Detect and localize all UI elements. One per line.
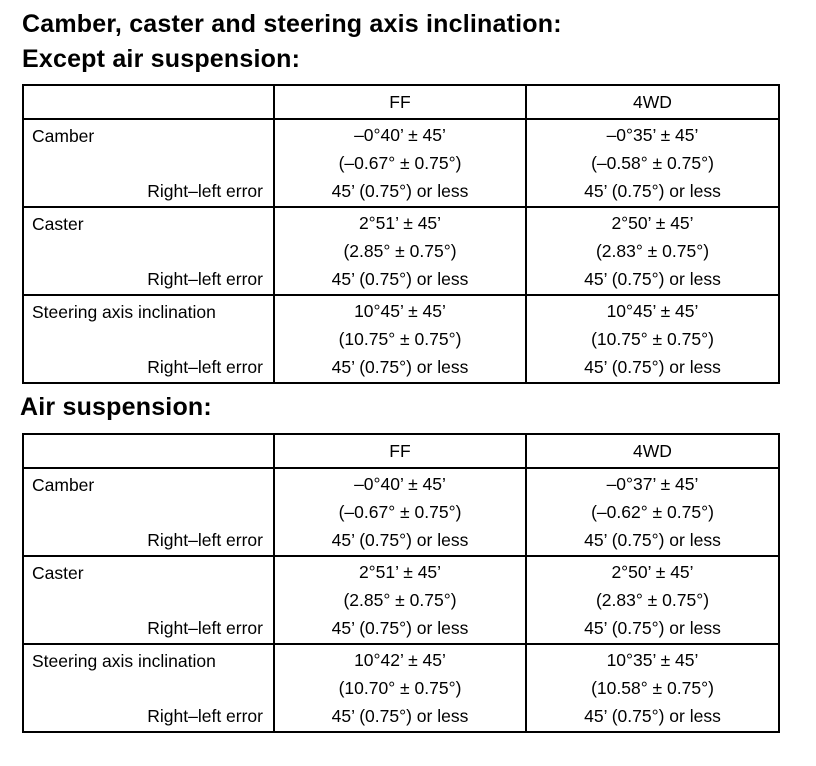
- right-left-error-value: 45’ (0.75°) or less: [331, 618, 469, 638]
- table-row-steering-axis-inclination: [23, 644, 779, 732]
- table-header-row: [23, 434, 779, 468]
- spec-value: 10°45’ ± 45’: [606, 301, 699, 321]
- table-row-caster: [23, 556, 779, 644]
- spec-value: 10°35’ ± 45’: [606, 650, 699, 670]
- 4wd-value-cell: [526, 295, 779, 383]
- document-title: Camber, caster and steering axis inclination:: [22, 10, 562, 38]
- parameter-name: Caster: [32, 214, 84, 234]
- right-left-error-value: 45’ (0.75°) or less: [331, 269, 469, 289]
- ff-value-cell: [274, 207, 526, 295]
- right-left-error-value: 45’ (0.75°) or less: [584, 357, 721, 377]
- table-row-camber: [23, 468, 779, 556]
- right-left-error-label: Right–left error: [147, 706, 263, 726]
- 4wd-value-cell: [526, 207, 779, 295]
- spec-value-decimal: (10.75° ± 0.75°): [591, 329, 714, 349]
- right-left-error-label: Right–left error: [147, 181, 263, 201]
- row-label-cell: [23, 207, 274, 295]
- row-label-cell: [23, 119, 274, 207]
- column-header-blank: [23, 434, 274, 468]
- spec-value: –0°37’ ± 45’: [606, 474, 699, 494]
- column-header-blank: [23, 85, 274, 119]
- spec-value: 2°51’ ± 45’: [358, 213, 442, 233]
- spec-value-decimal: (2.85° ± 0.75°): [343, 241, 457, 261]
- spec-value: 2°50’ ± 45’: [611, 213, 694, 233]
- section-heading-except-air-suspension: Except air suspension:: [22, 45, 301, 73]
- right-left-error-value: 45’ (0.75°) or less: [331, 181, 469, 201]
- spec-value-decimal: (–0.58° ± 0.75°): [591, 153, 714, 173]
- spec-value-decimal: (–0.67° ± 0.75°): [338, 153, 462, 173]
- spec-value-decimal: (–0.62° ± 0.75°): [591, 502, 714, 522]
- parameter-name: Caster: [32, 563, 84, 583]
- column-header-4wd: 4WD: [526, 434, 779, 468]
- 4wd-value-cell: [526, 468, 779, 556]
- row-label-cell: [23, 644, 274, 732]
- ff-value-cell: [274, 644, 526, 732]
- 4wd-value-cell: [526, 644, 779, 732]
- section-heading-air-suspension: Air suspension:: [20, 393, 212, 421]
- ff-value-cell: [274, 468, 526, 556]
- right-left-error-value: 45’ (0.75°) or less: [331, 357, 469, 377]
- spec-value-decimal: (–0.67° ± 0.75°): [338, 502, 462, 522]
- ff-value-cell: [274, 556, 526, 644]
- spec-value: –0°35’ ± 45’: [606, 125, 699, 145]
- 4wd-value-cell: [526, 556, 779, 644]
- table-header-row: [23, 85, 779, 119]
- right-left-error-label: Right–left error: [147, 530, 263, 550]
- right-left-error-value: 45’ (0.75°) or less: [584, 706, 721, 726]
- right-left-error-value: 45’ (0.75°) or less: [584, 618, 721, 638]
- right-left-error-value: 45’ (0.75°) or less: [331, 706, 469, 726]
- spec-table-air-suspension: [22, 433, 780, 733]
- row-label-cell: [23, 556, 274, 644]
- right-left-error-label: Right–left error: [147, 269, 263, 289]
- right-left-error-label: Right–left error: [147, 618, 263, 638]
- spec-value-decimal: (10.75° ± 0.75°): [338, 329, 462, 349]
- column-header-ff: FF: [274, 434, 526, 468]
- row-label-cell: [23, 295, 274, 383]
- table-row-camber: [23, 119, 779, 207]
- right-left-error-value: 45’ (0.75°) or less: [584, 181, 721, 201]
- ff-value-cell: [274, 295, 526, 383]
- parameter-name: Camber: [32, 475, 95, 495]
- table-row-steering-axis-inclination: [23, 295, 779, 383]
- spec-value: –0°40’ ± 45’: [354, 125, 446, 145]
- spec-value-decimal: (10.70° ± 0.75°): [338, 678, 462, 698]
- parameter-name: Camber: [32, 126, 95, 146]
- spec-value: 10°42’ ± 45’: [354, 650, 446, 670]
- right-left-error-value: 45’ (0.75°) or less: [584, 269, 721, 289]
- right-left-error-label: Right–left error: [147, 357, 263, 377]
- spec-value: 2°50’ ± 45’: [611, 562, 694, 582]
- column-header-4wd: 4WD: [526, 85, 779, 119]
- spec-table-except-air-suspension: [22, 84, 780, 384]
- right-left-error-value: 45’ (0.75°) or less: [584, 530, 721, 550]
- spec-value: 10°45’ ± 45’: [354, 301, 446, 321]
- parameter-name: Steering axis inclination: [32, 302, 216, 322]
- spec-value-decimal: (2.83° ± 0.75°): [595, 590, 710, 610]
- right-left-error-value: 45’ (0.75°) or less: [331, 530, 469, 550]
- spec-value-decimal: (2.85° ± 0.75°): [343, 590, 457, 610]
- spec-value: 2°51’ ± 45’: [358, 562, 442, 582]
- parameter-name: Steering axis inclination: [32, 651, 216, 671]
- spec-value: –0°40’ ± 45’: [354, 474, 446, 494]
- spec-value-decimal: (10.58° ± 0.75°): [591, 678, 714, 698]
- ff-value-cell: [274, 119, 526, 207]
- table-row-caster: [23, 207, 779, 295]
- column-header-ff: FF: [274, 85, 526, 119]
- spec-value-decimal: (2.83° ± 0.75°): [595, 241, 710, 261]
- 4wd-value-cell: [526, 119, 779, 207]
- row-label-cell: [23, 468, 274, 556]
